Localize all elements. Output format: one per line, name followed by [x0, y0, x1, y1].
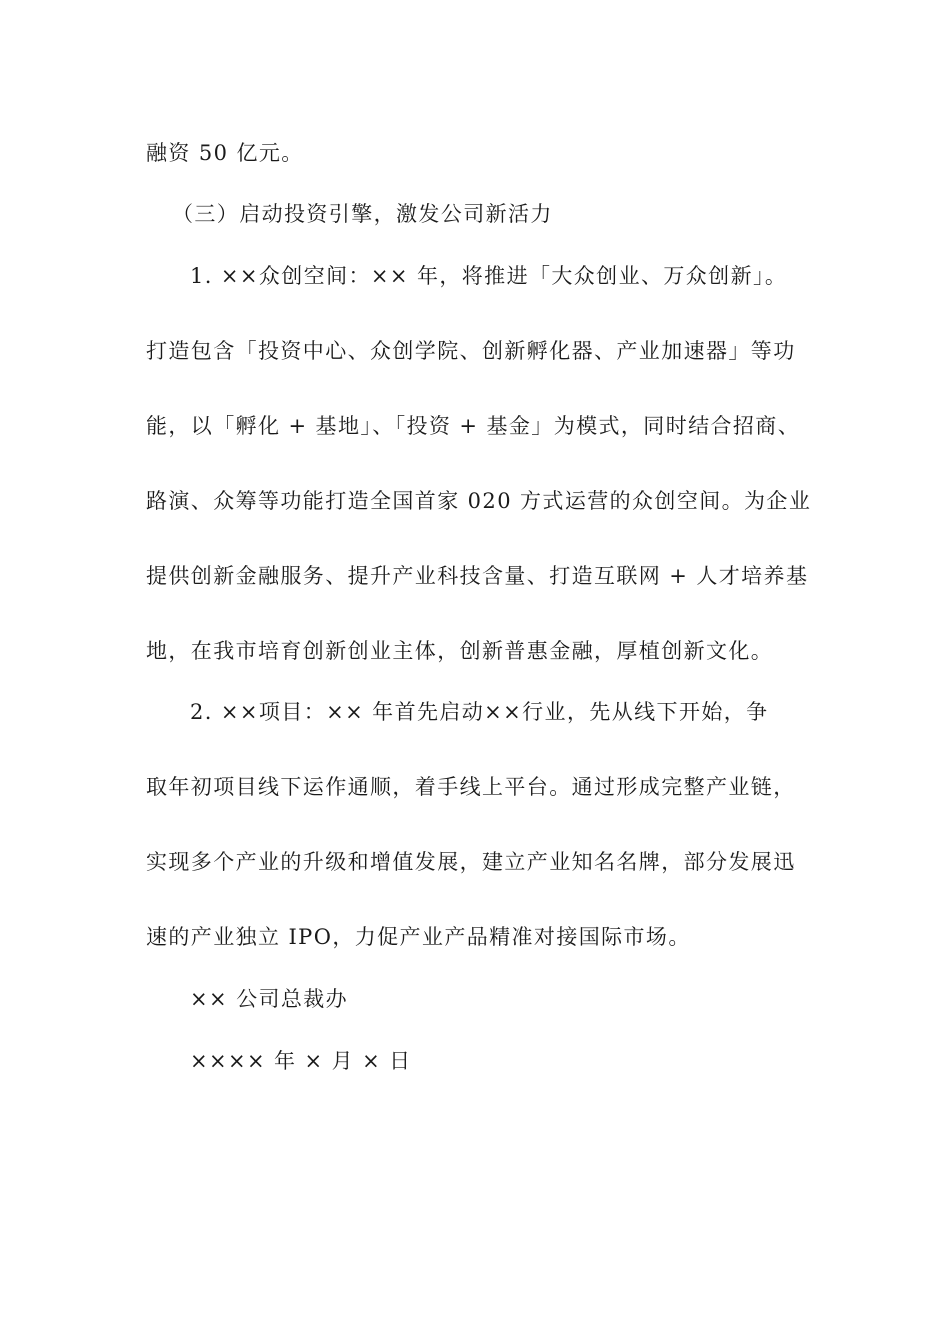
- paragraph-line: 取年初项目线下运作通顺，着手线上平台。通过形成完整产业链，: [146, 775, 796, 799]
- paragraph-line: 融资 50 亿元。: [146, 141, 304, 165]
- signature-office: ×× 公司总裁办: [190, 987, 349, 1011]
- signature-date: ×××× 年 × 月 × 日: [190, 1049, 412, 1073]
- paragraph-line: 2. ××项目：×× 年首先启动××行业，先从线下开始，争: [190, 700, 769, 724]
- paragraph-line: 路演、众筹等功能打造全国首家 020 方式运营的众创空间。为企业: [146, 489, 812, 513]
- paragraph-line: 1. ××众创空间：×× 年，将推进「大众创业、万众创新」。: [190, 264, 788, 288]
- paragraph-line: 速的产业独立 IPO，力促产业产品精准对接国际市场。: [146, 925, 691, 949]
- section-heading: （三）启动投资引擎，激发公司新活力: [172, 202, 553, 226]
- paragraph-line: 地，在我市培育创新创业主体，创新普惠金融，厚植创新文化。: [146, 639, 774, 663]
- paragraph-line: 提供创新金融服务、提升产业科技含量、打造互联网 + 人才培养基: [146, 564, 809, 588]
- paragraph-line: 打造包含「投资中心、众创学院、创新孵化器、产业加速器」等功: [146, 339, 796, 363]
- paragraph-line: 能，以「孵化 + 基地」、「投资 + 基金」为模式，同时结合招商、: [146, 414, 801, 438]
- paragraph-line: 实现多个产业的升级和增值发展，建立产业知名名牌，部分发展迅: [146, 850, 796, 874]
